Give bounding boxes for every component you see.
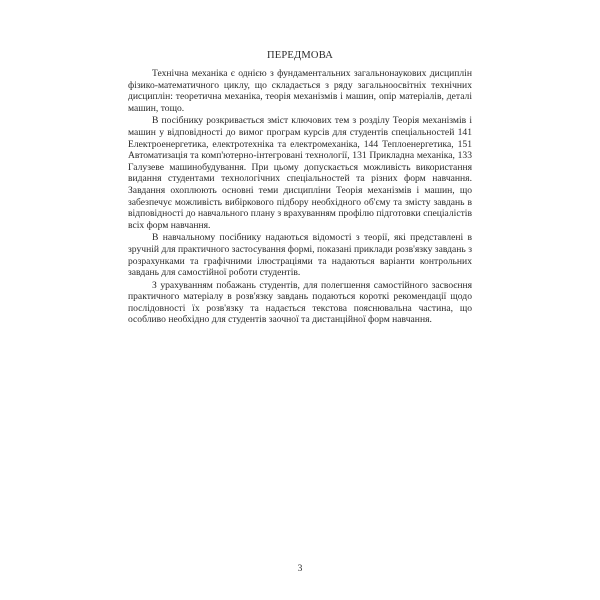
paragraph-2: В посібнику розкривається зміст ключових тем з розділу Теорія механізмів і машин у відповідності до вимог програм курсів для студентів спеціальностей 141 Електроенергетика, електротехніка та електромеханіка, 144 Теплоенергетика, 151 Автоматизація та комп'ютерно-інтегровані технології, 131 Прикладна механіка, 133 Галузеве машинобудування. При цьому допускається можливість використання видання студентами технологічних спеціальностей та різних форм навчання. Завдання охоплюють основні теми дисципліни Теорія механізмів і машин, що забезпечує можливість вибіркового підбору необхідного об'єму та змісту завдань в відповідності до навчального плану з врахуванням профілю підготовки спеціалістів всіх форм навчання. [128,115,472,231]
paragraph-4: З урахуванням побажань студентів, для полегшення самостійного засвоєння практичного матеріалу в розв'язку завдань подаються короткі рекомендації щодо послідовності їх розв'язку та надається текстова пояснювальна частина, що особливо необхідно для студентів заочної та дистанційної форм навчання. [128,279,472,326]
document-body [128,68,472,327]
page-title: ПЕРЕДМОВА [266,50,334,61]
paragraph-3: В навчальному посібнику надаються відомості з теорії, які представлені в зручній для практичного застосування формі, показані приклади розв'язку завдань з розрахунками та графічними ілюстраціями та надаються варіанти контрольних завдань для самостійної роботи студентів. [128,232,472,279]
page-number: 3 [297,564,303,574]
paragraph-1: Технічна механіка є однією з фундаментальних загальнонаукових дисциплін фізико-математичного циклу, що складається з ряду загальноосвітніх технічних дисциплін: теоретична механіка, теорія механізмів і машин, опір матеріалів, деталі машин, тощо. [128,68,472,114]
